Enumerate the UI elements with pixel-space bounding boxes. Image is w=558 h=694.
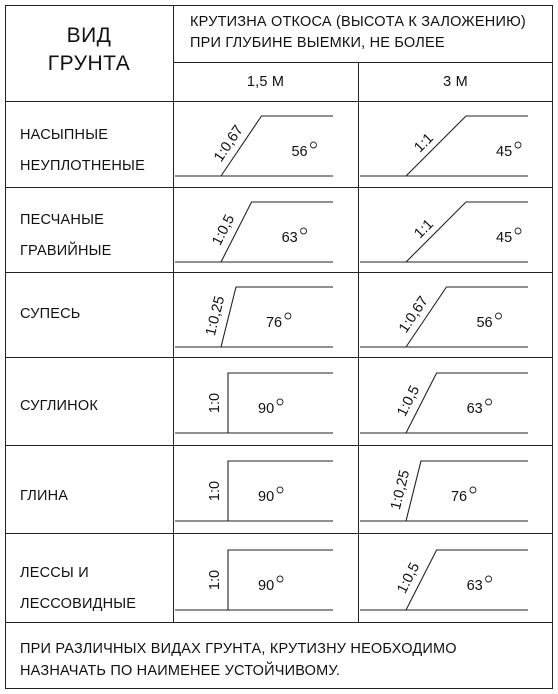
slope-diagram bbox=[358, 187, 553, 272]
header-divider bbox=[173, 62, 553, 63]
slope-line bbox=[406, 287, 528, 347]
slope-ratio-label: 1:0,5 bbox=[394, 383, 424, 420]
depth-header-3m: 3 М bbox=[443, 74, 468, 90]
slope-angle-label: 63 bbox=[281, 230, 298, 246]
slope-angle-label: 56 bbox=[291, 144, 308, 160]
degree-symbol bbox=[310, 142, 316, 148]
slope-diagram bbox=[173, 533, 358, 622]
soil-name-line1: НАСЫПНЫЕ bbox=[20, 127, 109, 143]
footnote-line1: ПРИ РАЗЛИЧНЫХ ВИДАХ ГРУНТА, КРУТИЗНУ НЕОБХОДИМО bbox=[20, 641, 457, 657]
table-bottom-line bbox=[5, 622, 553, 623]
slope-angle-label: 45 bbox=[496, 230, 513, 246]
soil-name: СУГЛИНОК bbox=[20, 398, 98, 414]
soil-name bbox=[20, 558, 136, 620]
soil-name bbox=[20, 120, 145, 182]
slope-diagram bbox=[358, 533, 553, 622]
slope-diagram bbox=[173, 187, 358, 272]
degree-symbol bbox=[515, 142, 521, 148]
slope-angle-label: 63 bbox=[466, 578, 483, 594]
slope-ratio-label: 1:0 bbox=[207, 569, 223, 591]
slope-ratio-label: 1:0 bbox=[207, 392, 223, 414]
slope-line bbox=[228, 373, 333, 433]
slope-angle-label: 90 bbox=[258, 401, 275, 417]
soil-type-title bbox=[5, 22, 173, 78]
slope-diagram bbox=[173, 357, 358, 445]
degree-symbol bbox=[277, 576, 283, 582]
degree-symbol bbox=[470, 487, 476, 493]
soil-name-line2: ГРАВИЙНЫЕ bbox=[20, 243, 112, 259]
steepness-title-line1: КРУТИЗНА ОТКОСА (ВЫСОТА К ЗАЛОЖЕНИЮ) bbox=[190, 14, 526, 30]
slope-angle-label: 63 bbox=[466, 401, 483, 417]
slope-angle-label: 90 bbox=[258, 578, 275, 594]
slope-ratio-label: 1:0,67 bbox=[211, 122, 247, 165]
degree-symbol bbox=[486, 399, 492, 405]
soil-name-line2: ЛЕССОВИДНЫЕ bbox=[20, 596, 137, 612]
degree-symbol bbox=[277, 487, 283, 493]
degree-symbol bbox=[301, 228, 307, 234]
slope-diagram bbox=[358, 445, 553, 533]
slope-line bbox=[228, 550, 333, 610]
soil-name bbox=[20, 205, 112, 267]
soil-name-line1: ЛЕССЫ И bbox=[20, 565, 89, 581]
slope-diagram bbox=[173, 101, 358, 187]
soil-name-line1: ПЕСЧАНЫЕ bbox=[20, 212, 104, 228]
slope-ratio-label: 1:1 bbox=[411, 130, 437, 156]
footnote-line2: НАЗНАЧАТЬ ПО НАИМЕНЕЕ УСТОЙЧИВОМУ. bbox=[20, 663, 341, 679]
slope-ratio-label: 1:0,5 bbox=[394, 560, 424, 597]
slope-ratio-label: 1:0,5 bbox=[209, 212, 239, 249]
slope-angle-label: 76 bbox=[450, 489, 468, 505]
slope-ratio-label: 1:0,67 bbox=[396, 293, 432, 336]
slope-angle-label: 45 bbox=[496, 144, 513, 160]
soil-name-line2: НЕУПЛОТНЕНЫЕ bbox=[20, 158, 145, 174]
slope-diagram bbox=[358, 101, 553, 187]
slope-ratio-label: 1:0,25 bbox=[387, 468, 414, 512]
slope-ratio-label: 1:1 bbox=[411, 216, 437, 242]
slope-line bbox=[228, 461, 333, 521]
degree-symbol bbox=[486, 576, 492, 582]
slope-diagram bbox=[173, 272, 358, 357]
slope-angle-label: 56 bbox=[476, 315, 493, 331]
footnote bbox=[20, 638, 457, 682]
degree-symbol bbox=[515, 228, 521, 234]
slope-ratio-label: 1:0 bbox=[207, 480, 223, 502]
steepness-title-line2: ПРИ ГЛУБИНЕ ВЫЕМКИ, НЕ БОЛЕЕ bbox=[190, 35, 445, 51]
slope-diagram bbox=[358, 357, 553, 445]
slope-diagram bbox=[173, 445, 358, 533]
degree-symbol bbox=[277, 399, 283, 405]
slope-angle-label: 76 bbox=[265, 315, 283, 331]
slope-angle-label: 90 bbox=[258, 489, 275, 505]
degree-symbol bbox=[285, 313, 291, 319]
slope-ratio-label: 1:0,25 bbox=[202, 294, 229, 338]
slope-line bbox=[221, 202, 333, 262]
soil-name: СУПЕСЬ bbox=[20, 306, 81, 322]
steepness-title bbox=[190, 12, 550, 54]
soil-type-title-line2: ГРУНТА bbox=[47, 52, 131, 75]
soil-type-title-line1: ВИД bbox=[66, 24, 112, 47]
slope-diagram bbox=[358, 272, 553, 357]
depth-header-1-5m: 1,5 М bbox=[246, 74, 285, 90]
degree-symbol bbox=[495, 313, 501, 319]
soil-name: ГЛИНА bbox=[20, 488, 69, 504]
